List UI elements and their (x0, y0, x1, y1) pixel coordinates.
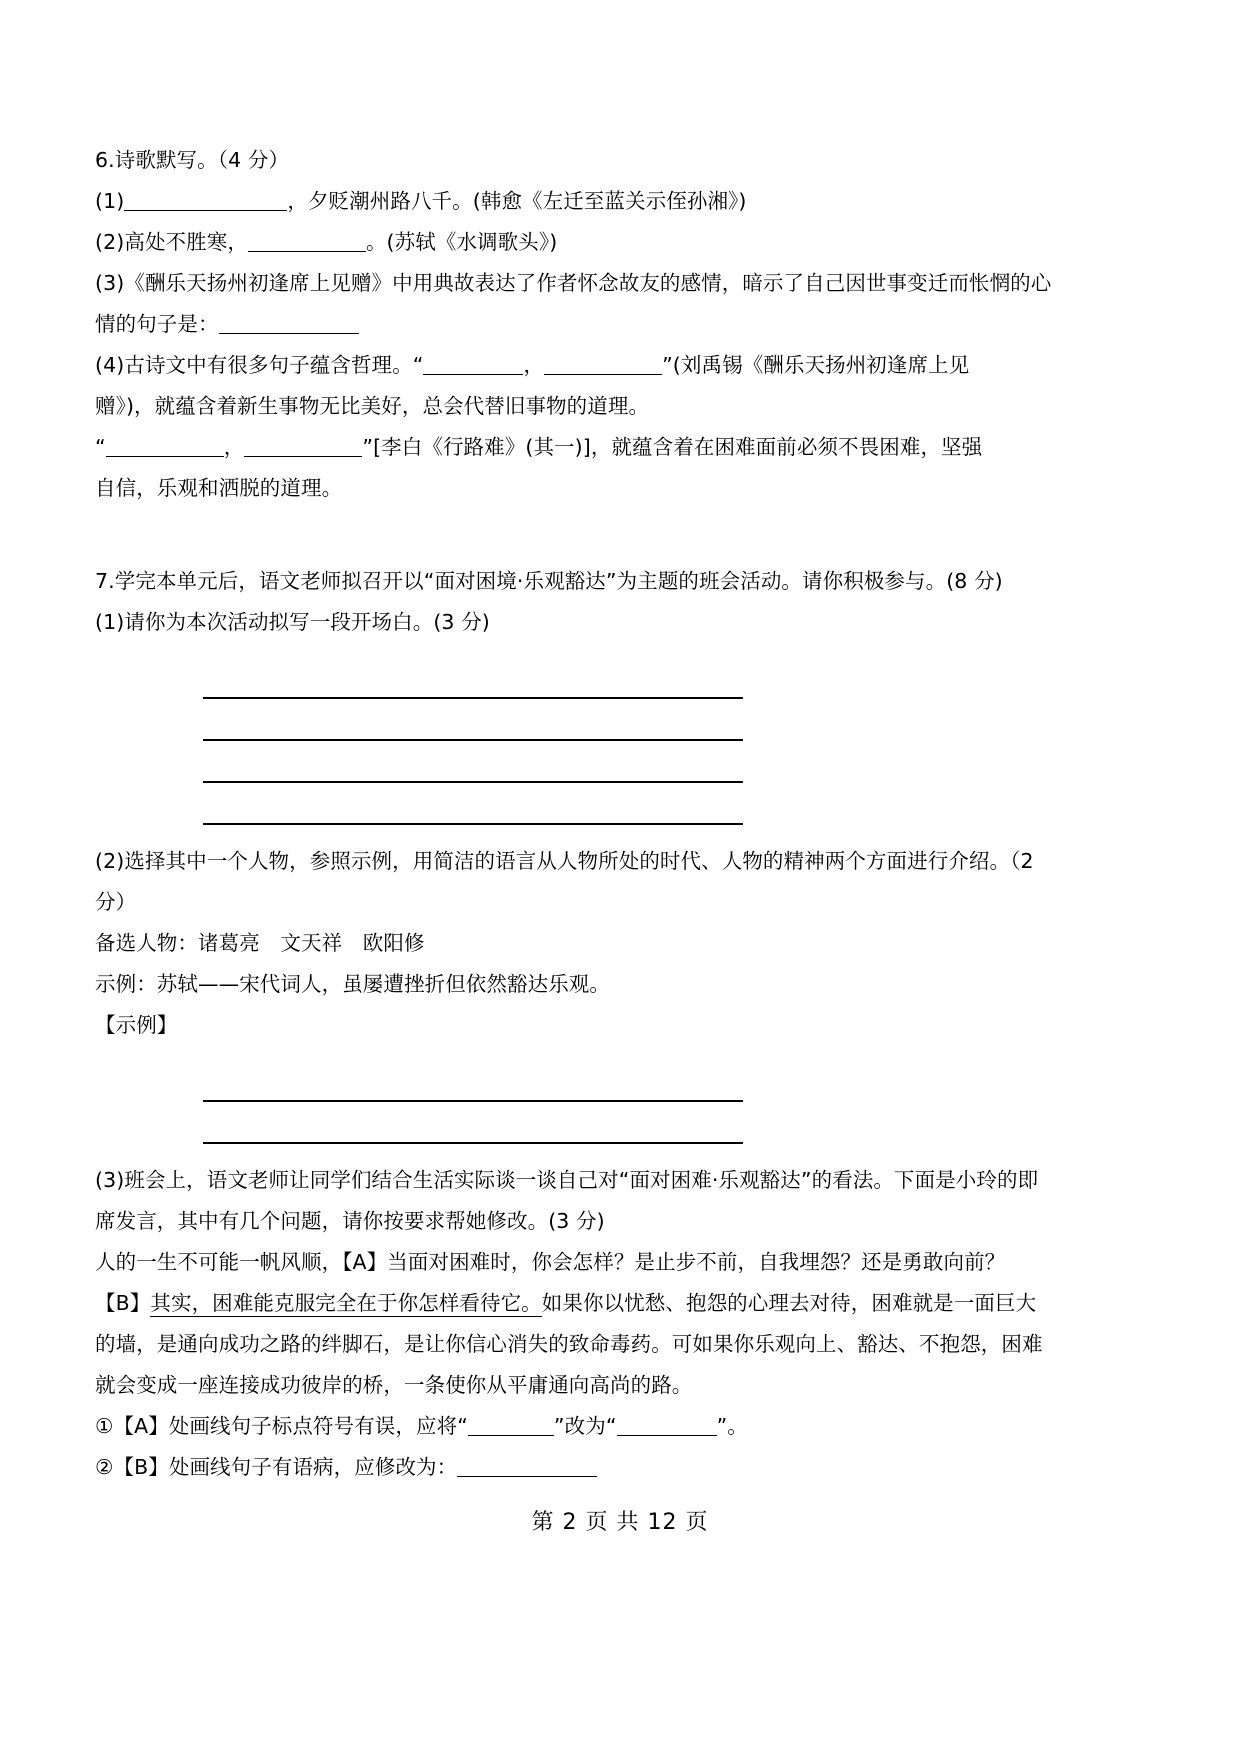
answer-line[interactable] (203, 657, 743, 699)
fill-blank[interactable] (544, 357, 662, 375)
answer-line[interactable] (203, 1102, 743, 1144)
sub-2-line-1: (2)选择其中一个人物，参照示例，用简洁的语言从人物所处的时代、人物的精神两个方面进行介绍。（2 (95, 849, 1034, 873)
section-spacer (95, 509, 1150, 561)
fill-blank[interactable] (457, 1459, 597, 1477)
fill-blank[interactable] (219, 316, 359, 334)
answer-lines-group-2 (95, 1060, 1150, 1144)
question-6-item-2 (95, 222, 1150, 263)
item-4-line-1-suffix: ”(刘禹锡《酬乐天扬州初逢席上见 (662, 353, 970, 377)
speech-line-2 (95, 1283, 1150, 1324)
item-2-prefix: (2)高处不胜寒， (95, 230, 248, 254)
item-3-line-2 (95, 304, 1150, 345)
sub-3-line-1: (3)班会上，语文老师让同学们结合生活实际谈一谈自己对“面对困难·乐观豁达”的看法。下面是小玲的即 (95, 1168, 1039, 1192)
speech-underlined-sentence: 其实，困难能克服完全在于你怎样看待它。 (150, 1291, 542, 1315)
question-7-block (95, 561, 1150, 1488)
fill-blank[interactable] (106, 439, 224, 457)
item-4-line-3 (95, 427, 1150, 468)
sub-3-line-2: 席发言，其中有几个问题，请你按要求帮她修改。(3 分) (95, 1209, 605, 1233)
fix-1-suffix: ”。 (716, 1414, 748, 1438)
spacer (95, 825, 1150, 841)
speech-line-3: 的墙，是通向成功之路的绊脚石，是让你信心消失的致命毒药。可如果你乐观向上、豁达、不抱怨，困难 (95, 1332, 1043, 1356)
question-6-item-3 (95, 263, 1150, 345)
fill-blank[interactable] (244, 439, 362, 457)
item-4-line-1-prefix: (4)古诗文中有很多句子蕴含哲理。“ (95, 353, 424, 377)
answer-line[interactable] (203, 699, 743, 741)
example-tag: 【示例】 (95, 1013, 178, 1037)
item-4-line-4: 自信，乐观和洒脱的道理。 (95, 476, 343, 500)
item-4-line-3-suffix: ”[李白《行路难》(其一)]，就蕴含着在困难面前必须不畏困难，坚强 (362, 435, 983, 459)
candidate-characters: 备选人物：诸葛亮 文天祥 欧阳修 (95, 931, 425, 955)
item-4-line-1 (95, 345, 1150, 386)
answer-line[interactable] (203, 741, 743, 783)
fix-2-prefix: ②【B】处画线句子有语病，应修改为： (95, 1455, 458, 1479)
sub-2-line-2: 分） (95, 890, 137, 914)
item-3-line-1: (3)《酬乐天扬州初逢席上见赠》中用典故表达了作者怀念故友的感情，暗示了自己因世事变迁而怅惘的心 (95, 271, 1052, 295)
question-6-item-1 (95, 181, 1150, 222)
spacer (95, 1144, 1150, 1160)
answer-lines-group-1 (95, 657, 1150, 825)
question-7-heading: 7.学完本单元后，语文老师拟召开以“面对困境·乐观豁达”为主题的班会活动。请你积极参与。(8 分) (95, 569, 1003, 593)
student-speech (95, 1242, 1150, 1406)
speech-line-2-prefix: 【B】 (95, 1291, 151, 1315)
speech-line-1: 人的一生不可能一帆风顺，【A】当面对困难时，你会怎样？是止步不前，自我埋怨？还是勇敢向前？ (95, 1250, 1006, 1274)
fill-blank[interactable] (248, 234, 366, 252)
item-1-prefix: (1) (95, 189, 125, 213)
item-2-rest: 。(苏轼《水调歌头》) (365, 230, 558, 254)
question-6-block (95, 140, 1150, 509)
fix-item-2 (95, 1447, 1150, 1488)
item-4-line-3-prefix: “ (95, 435, 106, 459)
question-7-sub-3 (95, 1160, 1150, 1242)
answer-line[interactable] (203, 1060, 743, 1102)
example-sentence: 示例：苏轼——宋代词人，虽屡遭挫折但依然豁达乐观。 (95, 972, 610, 996)
fill-blank[interactable] (124, 193, 287, 211)
fix-item-1 (95, 1406, 1150, 1447)
page-footer: 第 2 页 共 12 页 (531, 1510, 709, 1535)
fix-1-mid: ”改为“ (553, 1414, 617, 1438)
fill-blank[interactable] (423, 357, 523, 375)
question-6-heading: 6.诗歌默写。（4 分） (95, 148, 290, 172)
question-6-item-4 (95, 345, 1150, 509)
question-7-sub-1: (1)请你为本次活动拟写一段开场白。(3 分) (95, 610, 490, 634)
item-1-rest: ，夕贬潮州路八千。(韩愈《左迁至蓝关示侄孙湘》) (287, 189, 747, 213)
speech-line-2-rest: 如果你以忧愁、抱怨的心理去对待，困难就是一面巨大 (541, 1291, 1037, 1315)
item-4-line-1-mid: ， (523, 353, 545, 377)
fix-1-prefix: ①【A】处画线句子标点符号有误，应将“ (95, 1414, 468, 1438)
question-7-sub-2 (95, 841, 1150, 923)
answer-line[interactable] (203, 783, 743, 825)
item-3-line-2-prefix: 情的句子是： (95, 312, 219, 336)
speech-line-4: 就会变成一座连接成功彼岸的桥，一条使你从平庸通向高尚的路。 (95, 1373, 693, 1397)
fill-blank[interactable] (617, 1418, 717, 1436)
item-4-line-2: 赠》)，就蕴含着新生事物无比美好，总会代替旧事物的道理。 (95, 394, 650, 418)
fill-blank[interactable] (468, 1418, 554, 1436)
item-4-line-3-mid: ， (223, 435, 245, 459)
